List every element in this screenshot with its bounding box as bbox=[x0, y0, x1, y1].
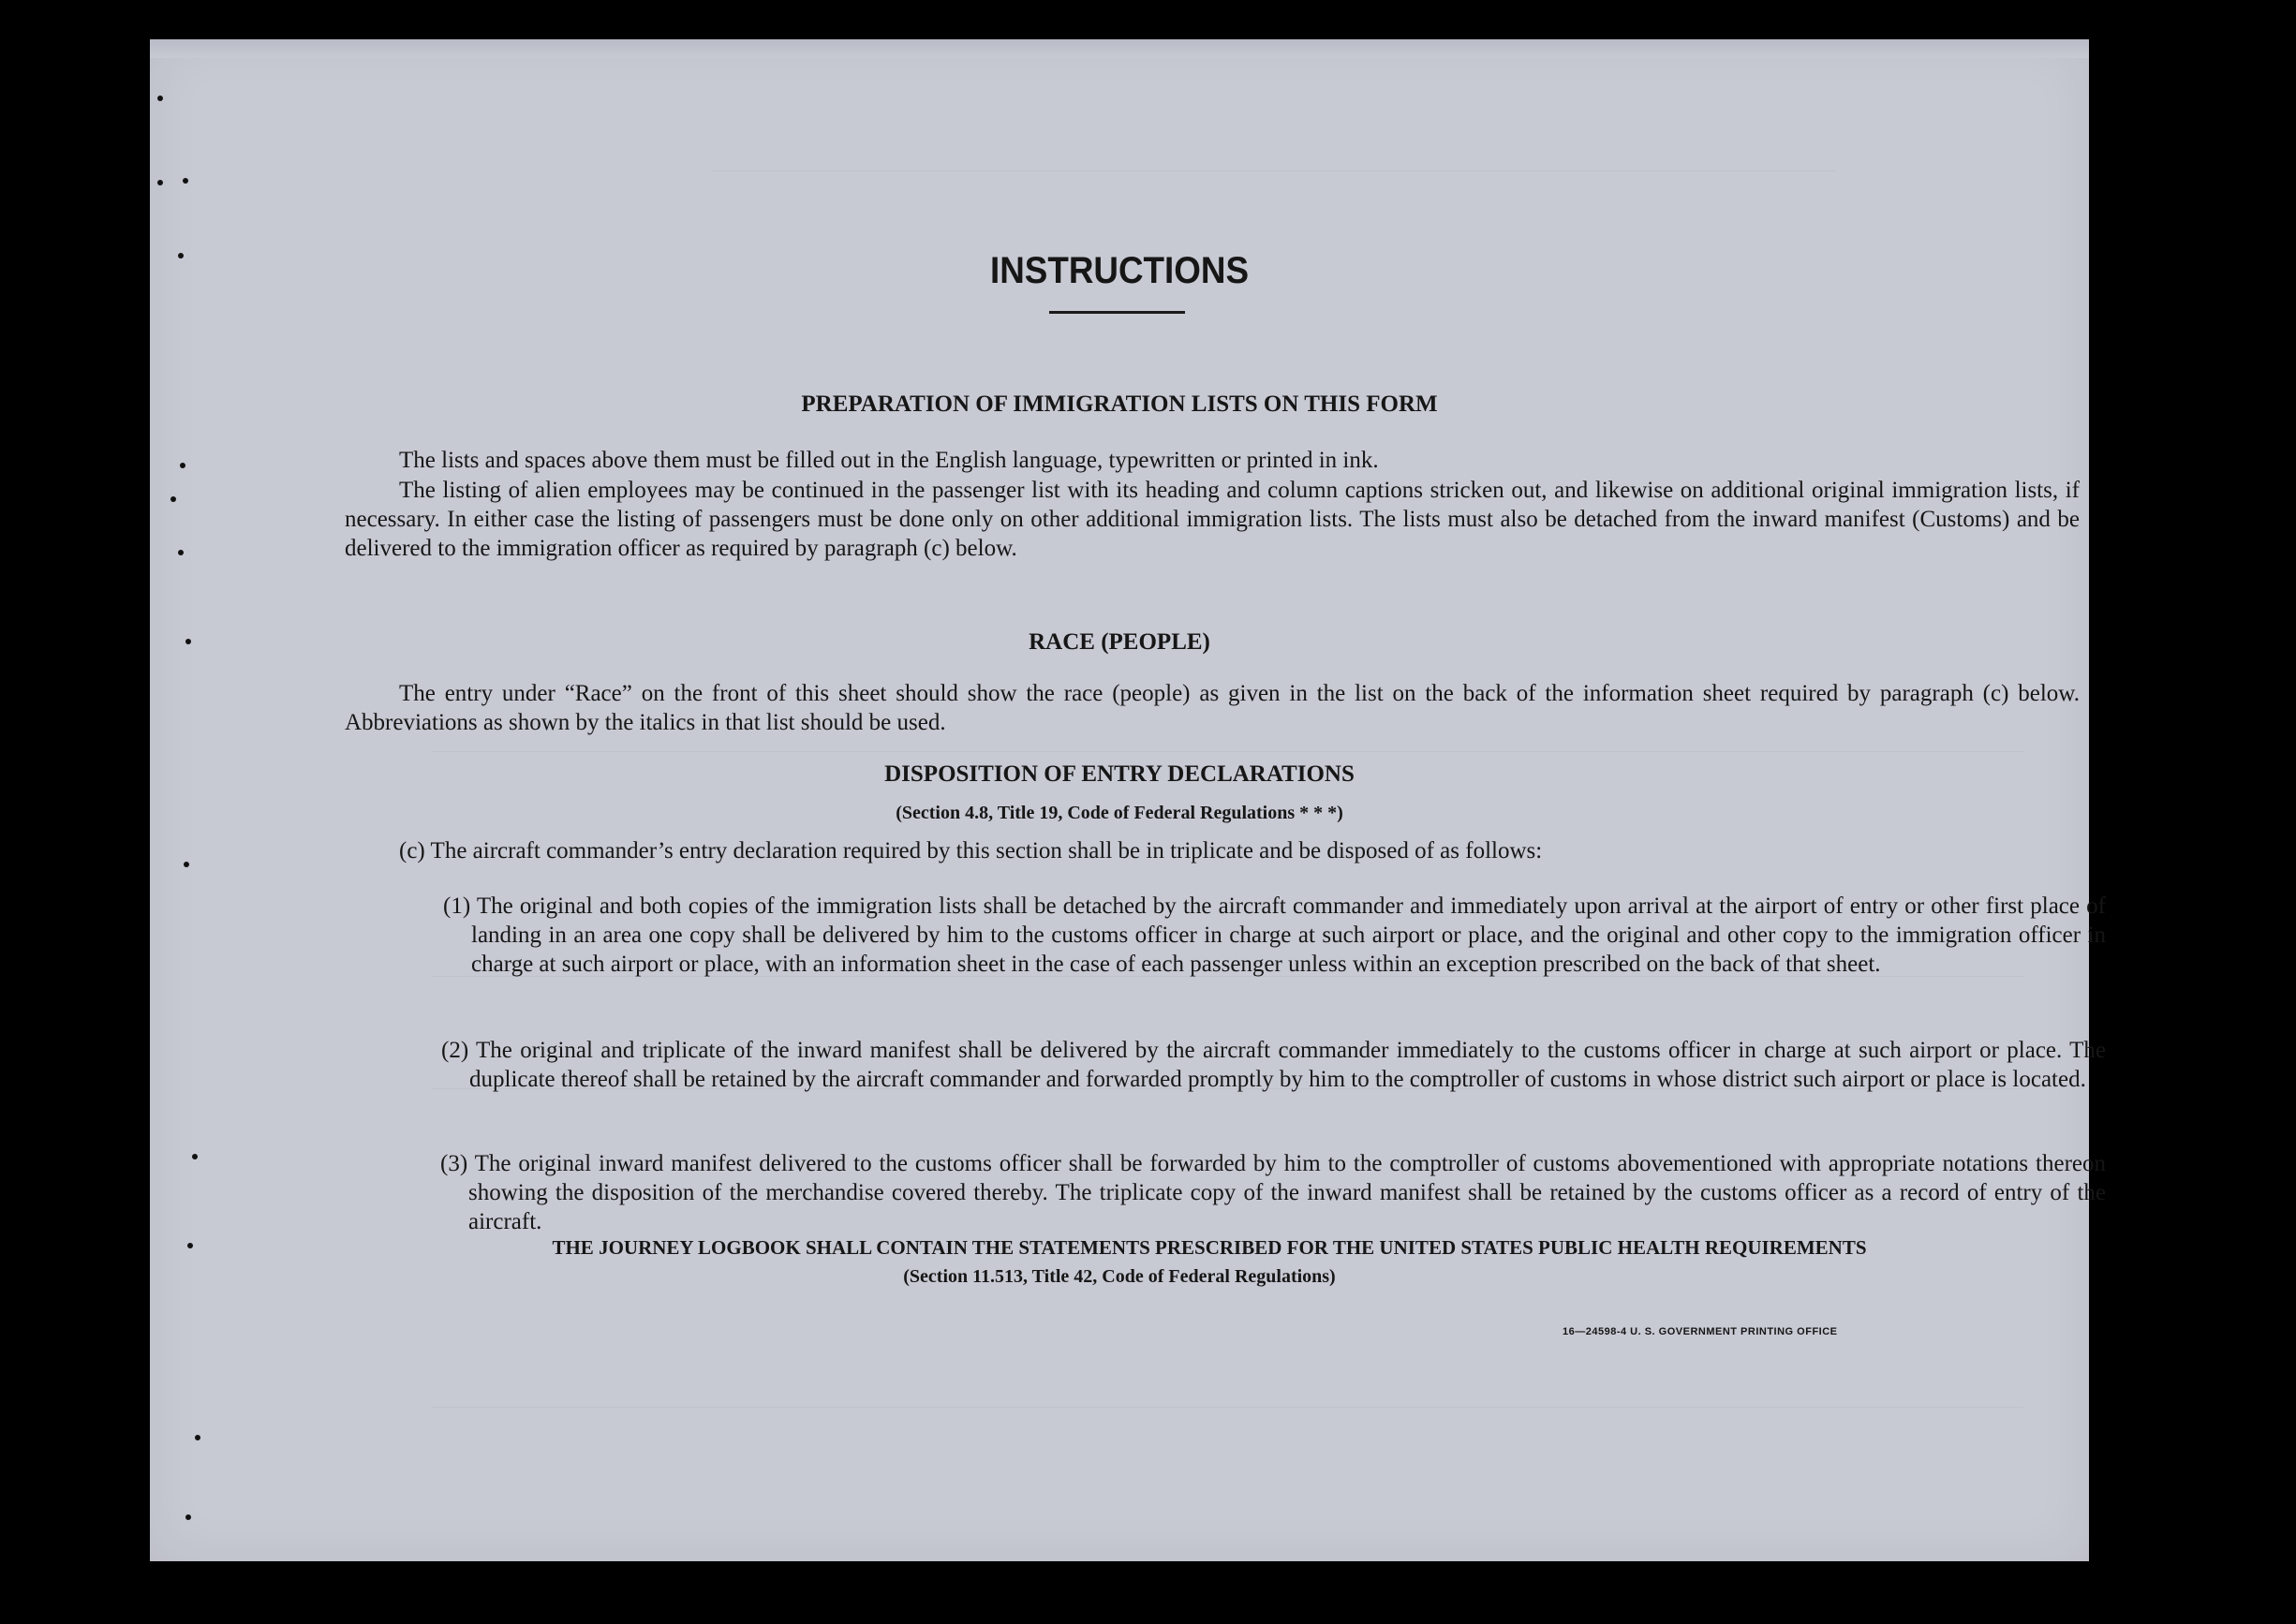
bleed-through-line bbox=[712, 170, 1836, 171]
title-underline bbox=[1049, 311, 1185, 314]
section-citation: (Section 4.8, Title 19, Code of Federal Regulations * * *) bbox=[896, 803, 1343, 823]
paper-speck bbox=[178, 550, 184, 555]
document-page bbox=[150, 39, 2106, 1561]
paragraph-language: The lists and spaces above them must be filled out in the English language, typewritten or printed in ink. bbox=[399, 448, 1379, 473]
paper-edge bbox=[150, 39, 2089, 58]
paper-speck bbox=[187, 1243, 193, 1248]
list-item-1 bbox=[443, 892, 2106, 979]
paper-speck bbox=[178, 253, 184, 258]
section-heading-disposition: DISPOSITION OF ENTRY DECLARATIONS bbox=[884, 761, 1355, 787]
list-item-label: (2) bbox=[441, 1038, 469, 1063]
paragraph-alien-employees: The listing of alien employees may be continued in the passenger list with its heading and column captions stricken out, and likewise on additional original immigration lists, if necessary. In either case the listing of passengers must be done only on other additional immigration lists. The lists must also be detached from the inward manifest (Customs) and be delivered to the immigration officer as required by paragraph (c) below. bbox=[345, 478, 2080, 561]
bleed-through-line bbox=[431, 751, 2023, 752]
paper-speck bbox=[195, 1435, 200, 1440]
page-title: INSTRUCTIONS bbox=[990, 250, 1249, 291]
section-heading-preparation: PREPARATION OF IMMIGRATION LISTS ON THIS FORM bbox=[801, 391, 1438, 417]
list-item-2 bbox=[441, 1036, 2106, 1094]
paragraph-race: The entry under “Race” on the front of this sheet should show the race (people) as given in the list on the back of the information sheet required by paragraph (c) below. Abbreviations as shown by the italics in that list should be used. bbox=[345, 681, 2080, 735]
bleed-through-line bbox=[431, 1407, 2023, 1408]
list-item-label: (3) bbox=[440, 1151, 468, 1176]
paper-speck bbox=[185, 639, 191, 644]
footer-citation: (Section 11.513, Title 42, Code of Federal Regulations) bbox=[903, 1266, 1336, 1287]
printing-office-mark: 16—24598-4 U. S. GOVERNMENT PRINTING OFFICE bbox=[1563, 1326, 1838, 1337]
list-item-text: The original and both copies of the immigration lists shall be detached by the aircraft commander and immediately upon arrival at the airport of entry or other first place of landing in an area one copy shall be delivered by him to the customs officer in charge at such airport or place, and the original and other copy to the immigration officer in charge at such airport or place, with an information sheet in the case of each passenger unless within an exception prescribed on the back of that sheet. bbox=[471, 893, 2106, 977]
list-item-text: The original and triplicate of the inward manifest shall be delivered by the aircraft commander immediately to the customs officer in charge at such airport or place. The duplicate thereof shall be retained by the aircraft commander and forwarded promptly by him to the comptroller of customs in whose district such airport or place is located. bbox=[469, 1038, 2106, 1092]
list-item-label: (1) bbox=[443, 893, 471, 919]
paper-speck bbox=[180, 463, 185, 468]
paragraph-c-intro: (c) The aircraft commander’s entry declaration required by this section shall be in triplicate and be disposed of as follows: bbox=[399, 838, 1543, 864]
paper-speck bbox=[170, 496, 176, 502]
section-heading-race: RACE (PEOPLE) bbox=[1029, 629, 1210, 655]
paper-speck bbox=[157, 180, 163, 185]
paper-speck bbox=[157, 96, 163, 101]
paper-speck bbox=[183, 178, 188, 184]
paper-speck bbox=[185, 1514, 191, 1520]
paper-speck bbox=[184, 862, 189, 867]
footer-heading: THE JOURNEY LOGBOOK SHALL CONTAIN THE STATEMENTS PRESCRIBED FOR THE UNITED STATES PUBLIC HEALTH REQUIREMENTS bbox=[552, 1236, 1867, 1259]
list-item-3 bbox=[440, 1149, 2106, 1236]
list-item-text: The original inward manifest delivered to the customs officer shall be forwarded by him to the comptroller of customs abovementioned with appropriate notations thereon showing the disposition of the merchandise covered thereby. The triplicate copy of the inward manifest shall be retained by the customs officer as a record of entry of the aircraft. bbox=[468, 1151, 2106, 1234]
paper-speck bbox=[192, 1154, 198, 1159]
